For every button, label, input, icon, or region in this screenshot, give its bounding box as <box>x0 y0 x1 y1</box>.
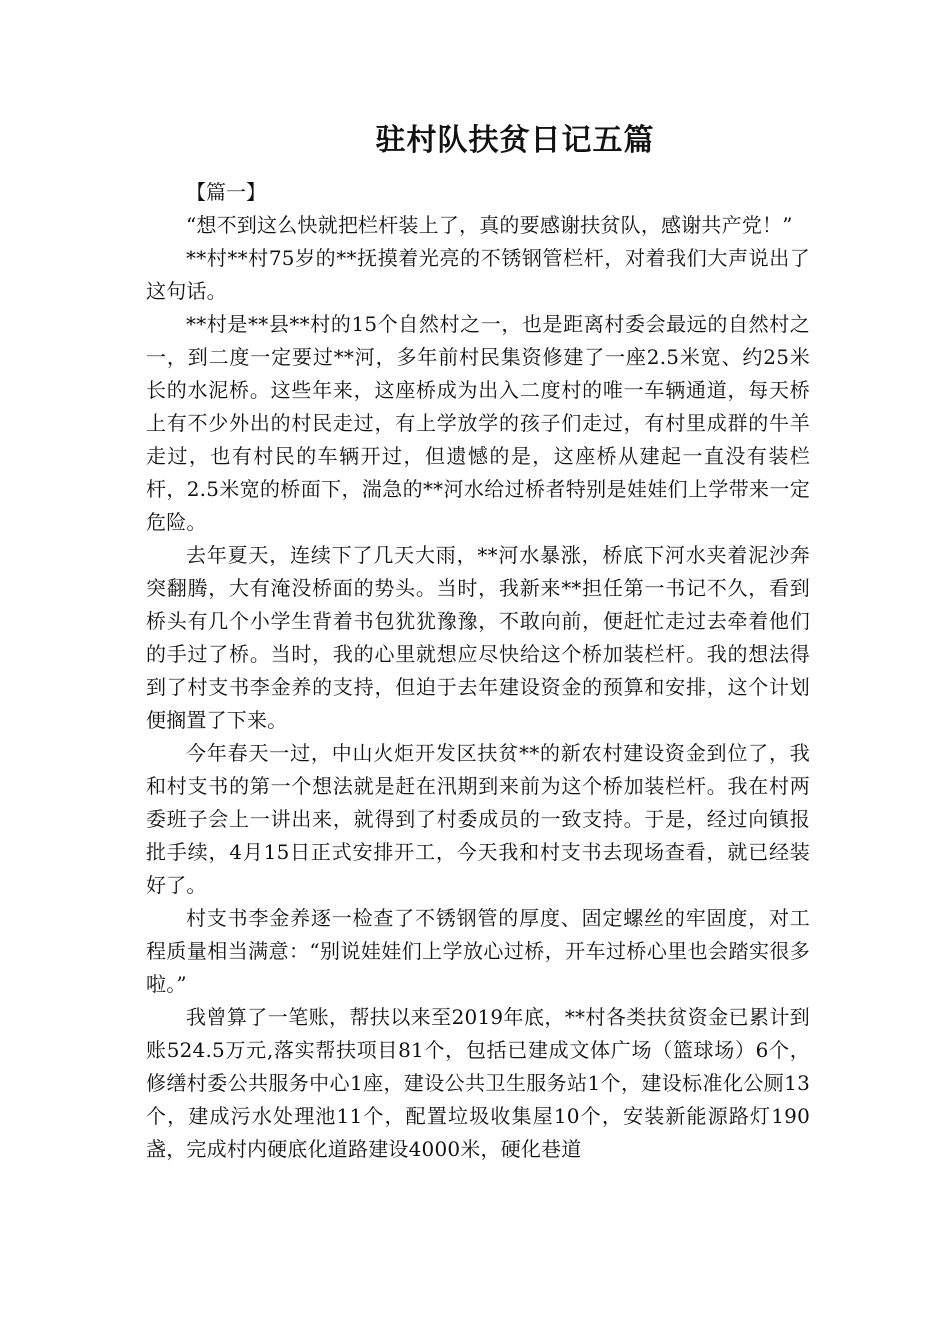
paragraph-3: **村是**县**村的15个自然村之一，也是距离村委会最远的自然村之一，到二度一定要过**河，多年前村民集资修建了一座2.5米宽、约25米长的水泥桥。这些年来，这座桥成为出入二度村的唯一车辆通道，每天桥上有不少外出的村民走过，有上学放学的孩子们走过，有村里成群的牛羊走过，也有村民的车辆开过，但遗憾的是，这座桥从建起一直没有装栏杆，2.5米宽的桥面下，湍急的**河水给过桥者特别是娃娃们上学带来一定危险。 <box>146 312 810 534</box>
paragraph-7: 我曾算了一笔账，帮扶以来至2019年底，**村各类扶贫资金已累计到账524.5万元,落实帮扶项目81个，包括已建成文体广场（篮球场）6个，修缮村委公共服务中心1座，建设公共卫生服务站1个，建设标准化公厕13个，建成污水处理池11个，配置垃圾收集屋10个，安装新能源路灯190盏，完成村内硬底化道路建设4000米，硬化巷道 <box>146 1005 810 1161</box>
paragraph-2: **村**村75岁的**抚摸着光亮的不锈钢管栏杆，对着我们大声说出了这句话。 <box>146 246 810 303</box>
document-title: 驻村队扶贫日记五篇 <box>375 123 655 158</box>
section-label: 【篇一】 <box>186 180 266 204</box>
paragraph-4: 去年夏天，连续下了几天大雨，**河水暴涨，桥底下河水夹着泥沙奔突翻腾，大有淹没桥面的势头。当时，我新来**担任第一书记不久，看到桥头有几个小学生背着书包犹犹豫豫，不敢向前，便赶忙走过去牵着他们的手过了桥。当时，我的心里就想应尽快给这个桥加装栏杆。我的想法得到了村支书李金养的支持，但迫于去年建设资金的预算和安排，这个计划便搁置了下来。 <box>146 543 810 732</box>
paragraph-6: 村支书李金养逐一检查了不锈钢管的厚度、固定螺丝的牢固度，对工程质量相当满意：“别说娃娃们上学放心过桥，开车过桥心里也会踏实很多啦。” <box>146 906 810 996</box>
paragraph-1: “想不到这么快就把栏杆装上了，真的要感谢扶贫队，感谢共产党！” <box>186 213 793 237</box>
paragraph-5: 今年春天一过，中山火炬开发区扶贫**的新农村建设资金到位了，我和村支书的第一个想法就是赶在汛期到来前为这个桥加装栏杆。我在村两委班子会上一讲出来，就得到了村委成员的一致支持。于是，经过向镇报批手续，4月15日正式安排开工，今天我和村支书去现场查看，就已经装好了。 <box>146 741 810 897</box>
document-page <box>146 118 810 1166</box>
